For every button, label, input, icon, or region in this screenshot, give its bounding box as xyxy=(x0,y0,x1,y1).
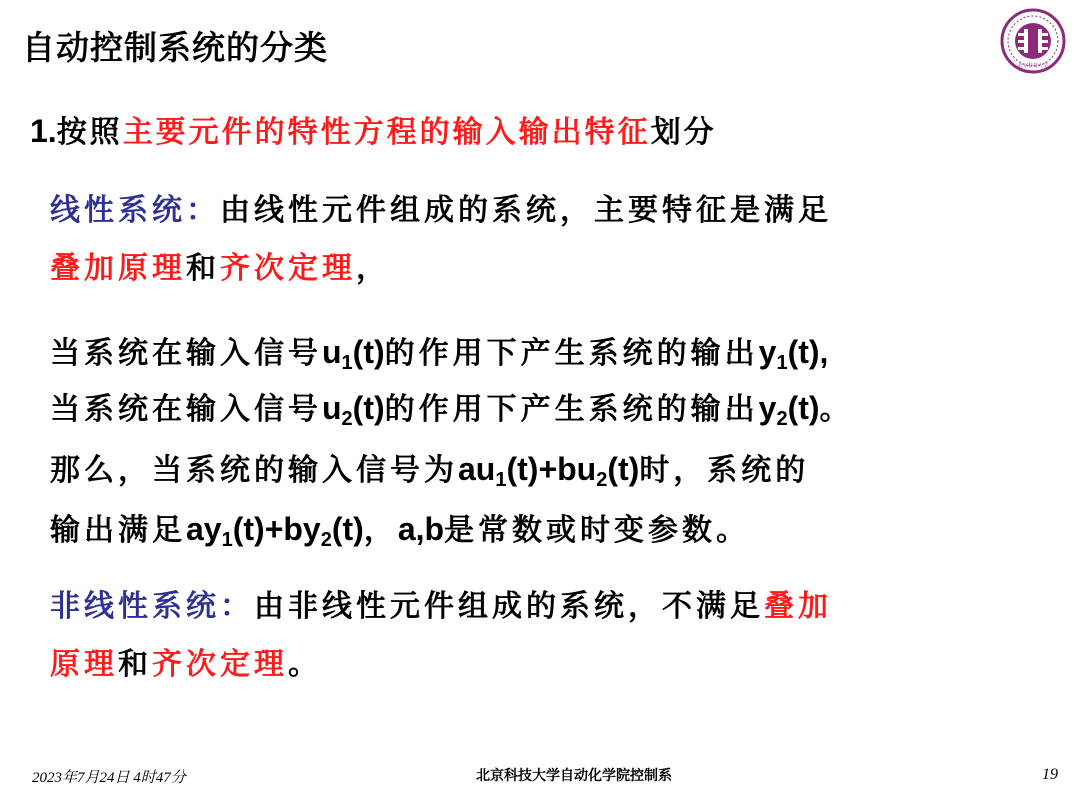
input-u2: $u_2(t)$ xyxy=(322,390,385,430)
example-text: 是常数或时变参数。 xyxy=(444,513,751,548)
example-text: 当系统在输入信号 xyxy=(50,336,322,371)
example-text: 时，系统的 xyxy=(639,453,810,488)
example-text: 的作用下产生系统的输出 xyxy=(384,336,759,371)
homogeneity-term: 齐次定理 xyxy=(220,251,356,286)
heading-number: 1. xyxy=(30,113,57,149)
nonlinear-conj: 和 xyxy=(118,647,152,682)
homogeneity-term: 齐次定理 xyxy=(152,647,288,682)
example-line-1 xyxy=(50,333,828,372)
output-y1: $y_1(t)$, xyxy=(758,334,829,374)
input-u1: $u_1(t)$ xyxy=(322,334,385,374)
page-number: 19 xyxy=(1042,766,1058,783)
linear-system-line-1 xyxy=(50,193,832,229)
footer-date: 2023年7月24日 4时47分 xyxy=(32,770,186,786)
linear-end: ， xyxy=(356,251,390,286)
footer-institution: 北京科技大学自动化学院控制系 xyxy=(476,768,672,784)
example-text: ， xyxy=(363,513,398,548)
output-y2: $y_2(t)$ xyxy=(758,390,820,430)
linear-label: 线性系统： xyxy=(50,193,220,228)
nonlinear-label: 非线性系统： xyxy=(50,589,254,624)
example-line-4 xyxy=(50,510,750,549)
superposition-term: 叠加原理 xyxy=(50,251,186,286)
example-text: 当系统在输入信号 xyxy=(50,392,322,427)
example-line-3 xyxy=(50,450,809,489)
slide-title: 自动控制系统的分类 xyxy=(22,28,328,67)
linear-conj: 和 xyxy=(186,251,220,286)
nonlinear-end: 。 xyxy=(288,647,322,682)
nonlinear-desc: 由非线性元件组成的系统，不满足 xyxy=(254,589,764,624)
university-seal-icon xyxy=(1000,8,1066,74)
constants-ab: a,b xyxy=(397,511,445,547)
linear-desc: 由线性元件组成的系统，主要特征是满足 xyxy=(220,193,832,228)
example-text: 那么，当系统的输入信号为 xyxy=(50,453,458,488)
superposition-term-a: 叠加 xyxy=(764,589,832,624)
example-text: 输出满足 xyxy=(50,513,186,548)
heading-highlight: 主要元件的特性方程的输入输出特征 xyxy=(122,115,651,150)
example-text: 的作用下产生系统的输出 xyxy=(384,392,759,427)
nonlinear-system-line-1 xyxy=(50,589,832,625)
combined-input: $au_1(t)+bu_2(t)$ xyxy=(458,451,640,491)
nonlinear-system-line-2 xyxy=(50,647,322,683)
heading-post: 划分 xyxy=(650,115,717,150)
example-text: 。 xyxy=(819,392,854,427)
heading-pre: 按照 xyxy=(56,115,123,150)
example-line-2 xyxy=(50,389,854,428)
logo-text: 北京科技大学 xyxy=(1017,63,1049,69)
linear-system-line-2 xyxy=(50,251,390,287)
classification-heading xyxy=(30,107,717,151)
superposition-term-b: 原理 xyxy=(50,647,118,682)
combined-output: $ay_1(t)+by_2(t)$ xyxy=(186,511,364,551)
